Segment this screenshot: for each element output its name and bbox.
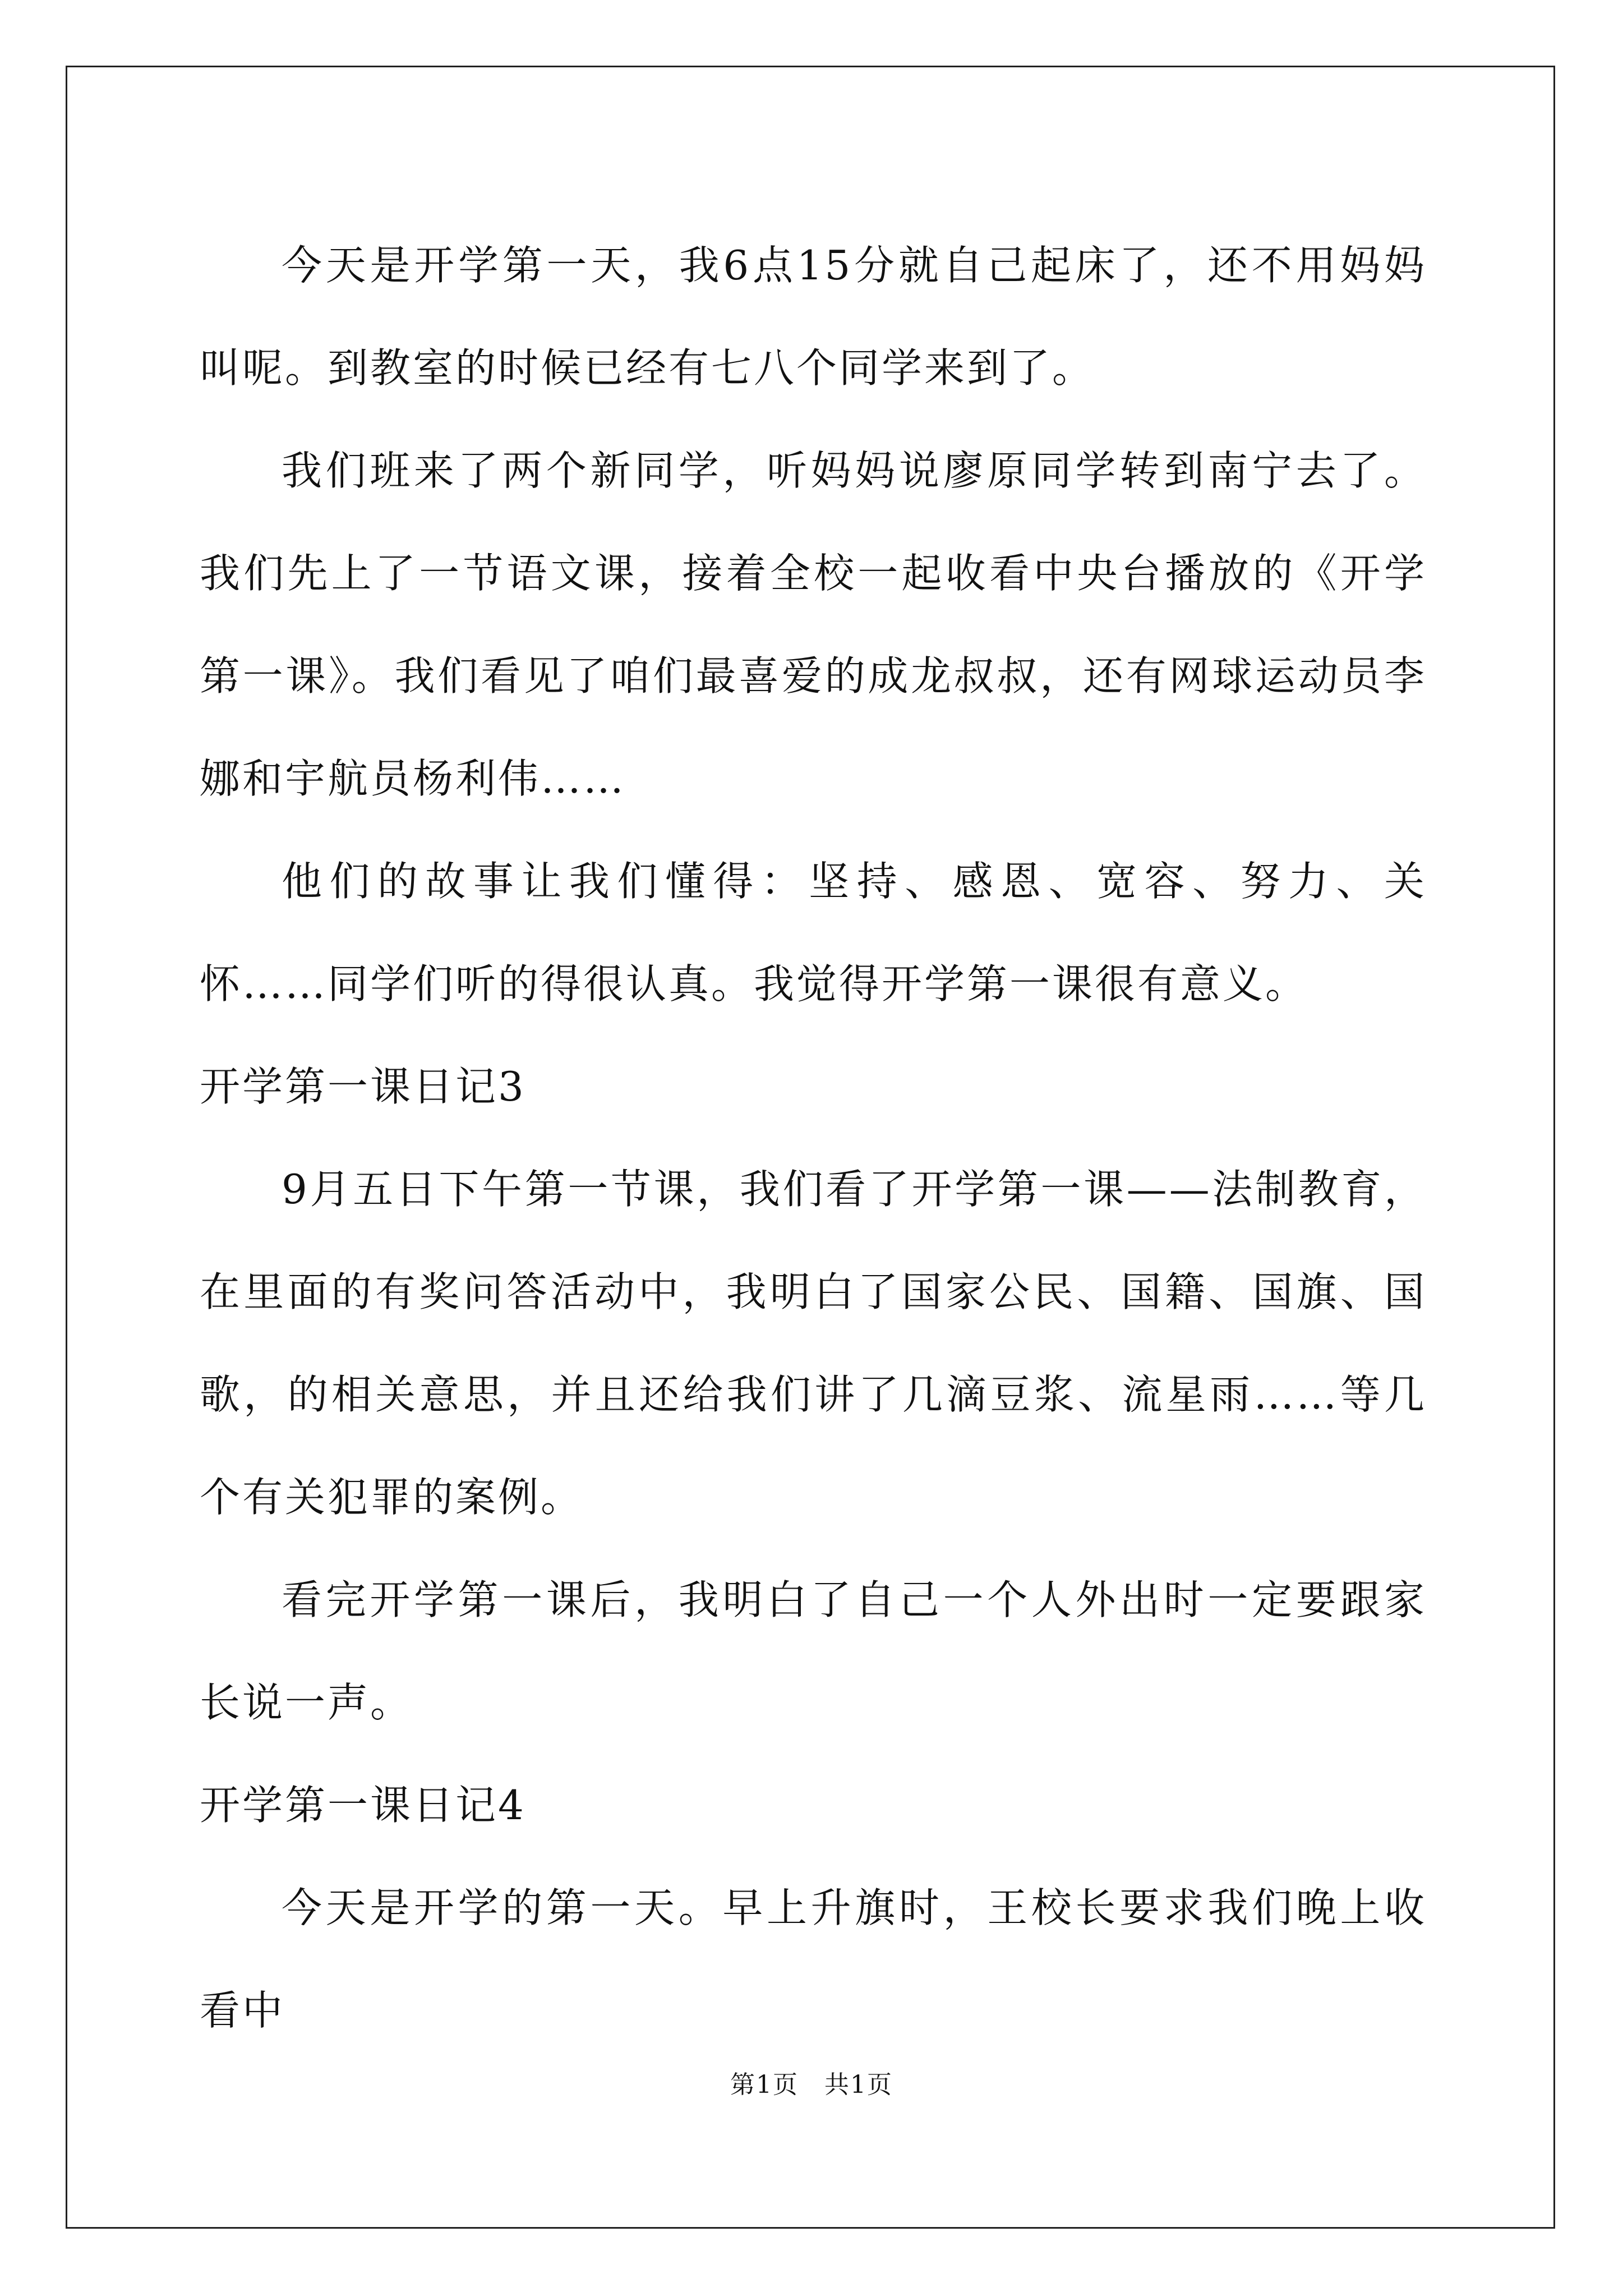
page-footer: 第1页 共1页 xyxy=(730,2070,893,2099)
document-body xyxy=(200,214,1427,2062)
paragraph: 看完开学第一课后，我明白了自己一个人外出时一定要跟家长说一声。 xyxy=(200,1576,1427,1726)
paragraph: 他们的故事让我们懂得：坚持、感恩、宽容、努力、关怀……同学们听的得很认真。我觉得开学第一课很有意义。 xyxy=(200,858,1427,1007)
paragraph: 9月五日下午第一节课，我们看了开学第一课——法制教育，在里面的有奖问答活动中，我明白了国家公民、国籍、国旗、国歌，的相关意思，并且还给我们讲了几滴豆浆、流星雨……等几个有关犯罪的案例。 xyxy=(200,1166,1427,1521)
section-heading: 开学第一课日记4 xyxy=(200,1782,526,1829)
paragraph: 今天是开学第一天，我6点15分就自己起床了，还不用妈妈叫呢。到教室的时候已经有七八个同学来到了。 xyxy=(200,242,1427,392)
section-heading: 开学第一课日记3 xyxy=(200,1063,526,1110)
paragraph: 我们班来了两个新同学，听妈妈说廖原同学转到南宁去了。我们先上了一节语文课，接着全校一起收看中央台播放的《开学第一课》。我们看见了咱们最喜爱的成龙叔叔，还有网球运动员李娜和宇航员杨利伟…… xyxy=(200,447,1427,802)
paragraph: 今天是开学的第一天。早上升旗时，王校长要求我们晚上收看中 xyxy=(200,1884,1427,2034)
